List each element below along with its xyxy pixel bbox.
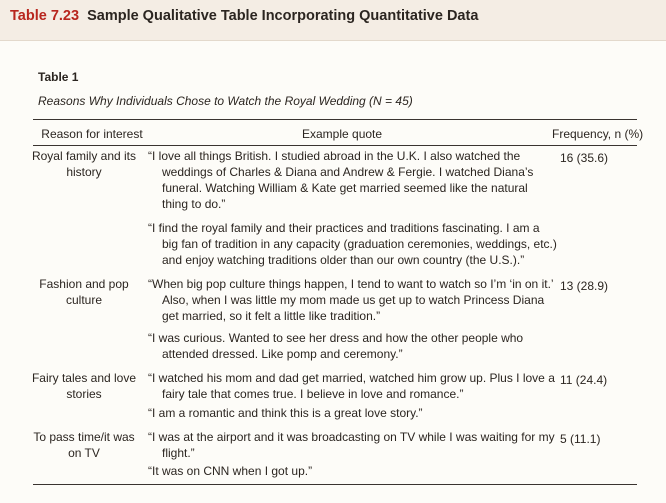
row-reason: To pass time/it was on TV bbox=[33, 430, 135, 460]
table-caption: Reasons Why Individuals Chose to Watch the Royal Wedding (N = 45) bbox=[38, 94, 413, 108]
header-reason: Reason for interest bbox=[41, 127, 143, 141]
figure-title bbox=[10, 8, 478, 24]
row-quote: “I love all things British. I studied abroad in the U.K. I also watched the weddings of Charles & Diana and Andrew & Fergie. I watched Diana’s funeral. Watching William & Kate get married seemed like the natural thing to do.” bbox=[148, 149, 534, 211]
row-quote: “It was on CNN when I got up.” bbox=[148, 464, 313, 478]
table-bottom-rule bbox=[33, 484, 637, 485]
row-reason: Fashion and pop culture bbox=[39, 277, 129, 307]
row-frequency: 5 (11.1) bbox=[560, 432, 601, 446]
row-quote: “I find the royal family and their practices and traditions fascinating. I am a big fan of tradition in any capacity (graduation ceremonies, weddings, etc.) and enjoy watching traditions older than our own country (the U.S.).” bbox=[148, 221, 557, 267]
row-frequency: 16 (35.6) bbox=[560, 151, 609, 165]
row-reason: Royal family and its history bbox=[31, 149, 137, 179]
row-quote: “I was curious. Wanted to see her dress and how the other people who attended dressed. Like pomp and ceremony.” bbox=[148, 331, 524, 361]
figure-number: Table 7.23 bbox=[10, 8, 80, 24]
table-top-rule bbox=[33, 119, 637, 120]
row-quote: “I was at the airport and it was broadcasting on TV while I was waiting for my flight.” bbox=[148, 430, 555, 460]
row-frequency: 11 (24.4) bbox=[560, 373, 608, 387]
header-frequency: Frequency, n (%) bbox=[552, 127, 644, 141]
figure-title-text: Sample Qualitative Table Incorporating Quantitative Data bbox=[87, 8, 479, 24]
table-header-rule bbox=[33, 145, 637, 146]
figure-banner bbox=[0, 0, 666, 41]
header-quote: Example quote bbox=[302, 127, 383, 141]
row-frequency: 13 (28.9) bbox=[560, 279, 609, 293]
row-quote: “I am a romantic and think this is a great love story.” bbox=[148, 406, 423, 420]
table-label: Table 1 bbox=[38, 70, 79, 84]
row-quote: “When big pop culture things happen, I tend to want to watch so I’m ‘in on it.’ Also, when I was little my mom made us get up to watch Princess Diana get married, so it felt a little like tradition.” bbox=[148, 277, 554, 323]
row-quote: “I watched his mom and dad get married, watched him grow up. Plus I love a fairy tale that comes true. I believe in love and romance.” bbox=[148, 371, 555, 401]
row-reason: Fairy tales and love stories bbox=[31, 371, 137, 401]
